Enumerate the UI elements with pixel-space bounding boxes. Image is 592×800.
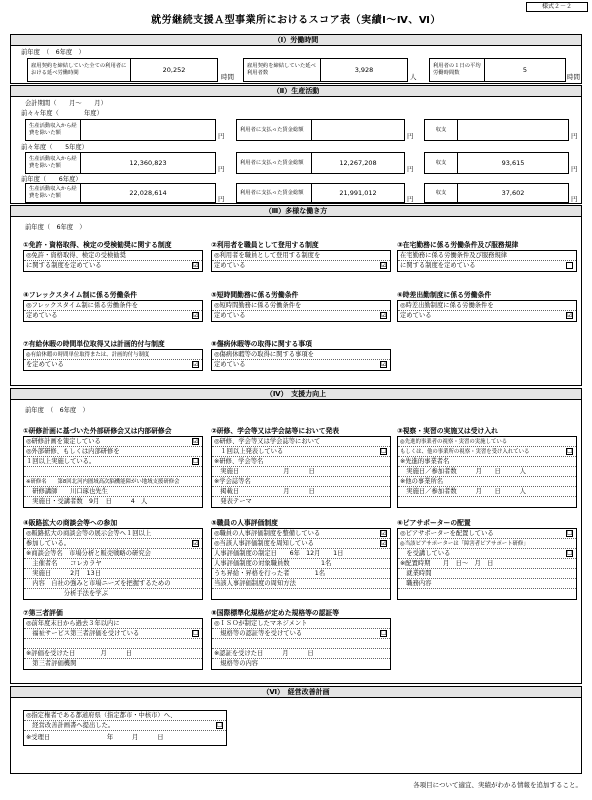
checkbox[interactable]: ☐	[217, 722, 223, 729]
item-title: ②利用者を職員として登用する制度	[211, 241, 319, 249]
item-line: ※学会誌等名	[214, 478, 251, 485]
item-presentation	[211, 427, 393, 508]
checkbox[interactable]: ☐	[381, 630, 387, 637]
checkbox[interactable]: ☐	[193, 458, 199, 465]
item-line: ※先進的事業者名	[400, 458, 450, 465]
item-line: ※配置時期 月 日～ 月 日	[400, 560, 494, 567]
item-personnel-evaluation	[211, 519, 393, 600]
income-label: 生産活動収入から経費を除いた額	[25, 152, 81, 174]
item-line: 就業時間	[400, 570, 432, 577]
item-line: 職務内容	[400, 580, 432, 587]
total-users-value: 3,928	[320, 58, 408, 82]
unit: 円	[407, 132, 414, 140]
item-title: ④フレックスタイム制に係る労働条件	[23, 291, 137, 299]
item-short-hours	[211, 291, 393, 322]
item-third-party-evaluation	[23, 609, 205, 670]
item-line: 内容 自社の強みと市場ニーズを把握するための	[26, 580, 171, 587]
item-line: ◎販路拡大の商談会等の展示会等へ１回以上	[26, 530, 152, 537]
balance-value: 37,602	[457, 183, 569, 203]
item-line: ◎短時間勤務に係る労働条件を	[214, 302, 302, 309]
year-label: 前年度（ 6年度）	[21, 176, 82, 183]
item-line: ◎ＩＳＯが制定したマネジメント	[214, 620, 308, 627]
balance-value	[457, 119, 569, 141]
item-line: 規格等の認証等を受けている	[214, 630, 303, 637]
item-line: 実施日／参加者数 月 日 人	[400, 488, 526, 495]
accounting-period: 会計期間（ 月～ 月）	[25, 100, 107, 107]
item-line: 発表テーマ	[214, 498, 252, 505]
item-remote-work	[397, 241, 579, 272]
item-title: ⑧国際標準化規格が定めた規格等の認証等	[211, 609, 340, 617]
page-title: 就労継続支援Ａ型事業所におけるスコア表（実績Ⅰ～Ⅳ、Ⅵ）	[151, 15, 441, 26]
year-label: 前年度 （ 6年度 ）	[25, 407, 89, 414]
total-hours-value: 20,252	[130, 58, 218, 82]
unit: 人	[410, 73, 417, 81]
unit: 円	[571, 132, 578, 140]
item-line: 参加している。	[26, 540, 71, 547]
checkbox[interactable]: ☑	[381, 312, 387, 319]
item-sick-leave	[211, 340, 393, 371]
checkbox[interactable]: ☑	[381, 540, 387, 547]
checkbox[interactable]: ☑	[567, 312, 573, 319]
item-line: 定めている	[214, 361, 246, 368]
section-header: （Ⅵ） 経営改善計画	[10, 686, 582, 698]
item-line: ◎利用者を職員として登用する制度を	[214, 252, 321, 259]
year-label: 前々々年度（ 年度）	[21, 110, 103, 117]
wages-label: 利用者に支払った賃金総額	[236, 119, 312, 141]
item-line: 定めている	[26, 312, 58, 319]
section-management-plan	[10, 686, 582, 774]
unit: 時間	[221, 73, 234, 81]
item-line: ◎時差出勤制度に係る労働条件を	[400, 302, 494, 309]
item-training-plan	[23, 427, 205, 508]
item-line: ※他の事業所名	[400, 478, 444, 485]
checkbox[interactable]: ☐	[381, 448, 387, 455]
item-title: ⑥ピアサポーターの配置	[397, 519, 471, 527]
daily-hours-value: 5	[484, 58, 566, 82]
item-line: ※認証を受けた日 月 日	[214, 650, 314, 657]
income-label: 生産活動収入から経費を除いた額	[25, 183, 81, 203]
item-line: ◎当該人事評価制度を周知している	[214, 540, 314, 547]
item-line: 第三者評価機関	[26, 660, 77, 667]
item-line: 研修講師 川口琢也先生	[26, 488, 108, 495]
item-line: ※評価を受けた日 月 日	[26, 650, 133, 657]
checkbox[interactable]: ☐	[193, 630, 199, 637]
checkbox[interactable]: ☐	[567, 530, 573, 537]
item-line: 福祉サービス第三者評価を受けている	[26, 630, 140, 637]
item-line: に関する制度を定めている	[400, 262, 476, 269]
section-header: （Ⅰ）労働時間	[10, 34, 582, 46]
item-title: ①研修計画に基づいた外部研修会又は内部研修会	[23, 427, 172, 435]
unit: 時間	[567, 73, 580, 81]
section-header: （Ⅱ）生産活動	[10, 85, 582, 97]
checkbox[interactable]: ☐	[567, 550, 573, 557]
item-line: うち昇給・昇格を行った者 1名	[214, 570, 326, 577]
item-line: ◎免許・資格取得、検定の受検勧奨	[24, 251, 202, 261]
checkbox[interactable]: ☑	[193, 361, 199, 368]
item-peer-supporter	[397, 519, 579, 600]
unit: 円	[571, 165, 578, 173]
unit: 円	[218, 165, 225, 173]
item-line: 分析手法を学ぶ	[26, 590, 108, 597]
income-value: 12,360,823	[80, 152, 216, 174]
item-line: ◎職員の人事評価制度を整備している	[214, 530, 321, 537]
item-line: ◎有給休暇の時間単位取得または、計画的付与制度	[26, 352, 150, 358]
section-labor-hours	[10, 34, 582, 84]
item-line: １回以上発表している	[214, 448, 284, 455]
item-line: ◎当該ピアサポーターは「障害者ピアサポート研修」	[400, 541, 529, 547]
year-label: 前々年度（ 5年度）	[21, 144, 88, 151]
wages-label: 利用者に支払った賃金総額	[236, 183, 312, 203]
item-line: 実施日／参加者数 月 日 人	[400, 468, 526, 475]
item-line: を定めている	[26, 361, 64, 368]
wages-label: 利用者に支払った賃金総額	[236, 152, 312, 174]
section-header: （Ⅲ）多様な働き方	[10, 205, 582, 217]
item-title: ③在宅勤務に係る労働条件及び服務規律	[397, 241, 519, 249]
item-iso-certification	[211, 609, 393, 670]
item-line: １回以上実施している。	[26, 458, 96, 465]
item-line: 経営改善計画書へ提出した。	[26, 722, 115, 729]
item-line: ※受理日 年 月 日	[26, 734, 164, 741]
item-line: 当該人事評価制度の周知方法	[214, 580, 296, 587]
item-line: 実施日・受講者数 9月 日 4 人	[26, 498, 148, 505]
section-support-improvement	[10, 388, 582, 684]
item-paid-leave	[23, 340, 205, 371]
item-line: 規格等の内容	[214, 660, 259, 667]
item-inspection	[397, 427, 579, 508]
item-title: ⑤短時間勤務に係る労働条件	[211, 291, 299, 299]
income-value: 22,028,614	[80, 183, 216, 203]
item-line: 定めている	[214, 312, 246, 319]
checkbox[interactable]: ☑	[193, 438, 199, 445]
item-line: もしくは、他の事業所の視察・実習を受け入れている	[400, 449, 530, 455]
item-line: 実施日 2月 13日	[26, 570, 101, 577]
wages-value	[311, 119, 405, 141]
item-line: ※商談会等名 市場分析と販売戦略の研究会	[26, 550, 151, 557]
item-staff-promotion	[211, 241, 393, 272]
wages-value: 12,267,208	[311, 152, 405, 174]
unit: 円	[407, 195, 414, 203]
year-label: 前年度（ 6年度 ）	[25, 224, 86, 231]
item-line: ※研修名 第8回北河内圏域高次脳機能障がい地域支援研修会	[26, 479, 180, 485]
total-users-label: 雇用契約を締結していた延べ利用者数	[243, 58, 321, 82]
daily-hours-label: 利用者の１日の平均労働時間数	[429, 58, 485, 82]
item-title: ⑦有給休暇の時間単位取得又は計画的付与制度	[23, 340, 165, 348]
item-line: ◎研修、学会等又は学会誌等において	[214, 438, 321, 445]
balance-value: 93,615	[457, 152, 569, 174]
income-label: 生産活動収入から経費を除いた額	[25, 119, 81, 141]
section-header: （Ⅳ） 支援力向上	[10, 388, 582, 400]
item-line: ◎研修計画を策定している	[26, 438, 101, 445]
item-qualification	[23, 241, 205, 272]
unit: 円	[218, 132, 225, 140]
section-diverse-work	[10, 205, 582, 386]
checkbox[interactable]: ☑	[381, 361, 387, 368]
item-title: ⑦第三者評価	[23, 609, 63, 617]
item-line: ※研修、学会等名	[214, 458, 264, 465]
year-label: 前年度 （ 6年度 ）	[21, 49, 85, 56]
unit: 円	[218, 195, 225, 203]
unit: 円	[571, 195, 578, 203]
total-hours-label: 雇用契約を締結していた全ての利用者における延べ労働時間	[27, 58, 131, 82]
checkbox[interactable]: ☑	[193, 540, 199, 547]
item-line: ◎先進的事業者の視察・実習の実施している	[400, 439, 508, 445]
item-title: ①免許・資格取得、検定の受検勧奨に関する制度	[23, 241, 172, 249]
item-title: ②研修、学会等又は学会誌等において発表	[211, 427, 340, 435]
item-line: ◎フレックスタイム制に係る労働条件を	[26, 302, 139, 309]
form-number: 様式２－２	[526, 2, 588, 12]
balance-label: 収支	[424, 152, 458, 174]
item-flextime	[23, 291, 205, 322]
item-title: ⑧傷病休暇等の取得に関する事項	[211, 340, 312, 348]
item-line: を受講している	[400, 550, 451, 557]
item-title: ⑤職員の人事評価制度	[211, 519, 278, 527]
item-line: 主催者名 コレカラヤ	[26, 560, 102, 567]
wages-value: 21,991,012	[311, 183, 405, 203]
checkbox[interactable]: ☑	[381, 262, 387, 269]
item-title: ④販路拡大の商談会等への参加	[23, 519, 118, 527]
item-line: ◎前年度末日から過去３年以内に	[26, 620, 120, 627]
item-line: 定めている	[400, 312, 432, 319]
section-production	[10, 85, 582, 204]
checkbox[interactable]	[566, 262, 573, 269]
item-line: 掲載日 月 日	[214, 488, 315, 495]
item-line: 実施日 月 日	[214, 468, 315, 475]
footnote: 各項目について適宜、実績がわかる情報を追加すること。	[413, 781, 582, 789]
item-line: ◎ピアサポーターを配置している	[400, 530, 494, 537]
item-staggered-hours	[397, 291, 579, 322]
income-value	[80, 119, 216, 141]
item-line: に関する制度を定めている	[26, 262, 102, 269]
item-line: 人事評価制度の対象職員数 1名	[214, 560, 332, 567]
item-title: ③視察・実習の実施又は受け入れ	[397, 427, 498, 435]
item-line: ◎指定権者である都道府県（指定都市・中核市）へ、	[26, 712, 177, 719]
checkbox[interactable]: ☑	[193, 262, 199, 269]
checkbox[interactable]: ☑	[381, 530, 387, 537]
plan-box	[23, 710, 227, 746]
checkbox[interactable]: ☑	[193, 312, 199, 319]
item-title: ⑥時差出勤制度に係る労働条件	[397, 291, 492, 299]
balance-label: 収支	[424, 119, 458, 141]
item-line: 人事評価制度の制定日 6年 12月 1日	[214, 550, 344, 557]
item-sales-expansion	[23, 519, 205, 600]
balance-label: 収支	[424, 183, 458, 203]
checkbox[interactable]: ☐	[567, 448, 573, 455]
item-line: 定めている	[214, 262, 246, 269]
unit: 円	[407, 165, 414, 173]
item-line: ◎傷病休暇等の取得に関する事項を	[214, 351, 314, 358]
item-line: ◎外部研修、もしくは内部研修を	[26, 448, 120, 455]
item-line: 在宅勤務に係る労働条件及び服務規律	[400, 252, 508, 259]
